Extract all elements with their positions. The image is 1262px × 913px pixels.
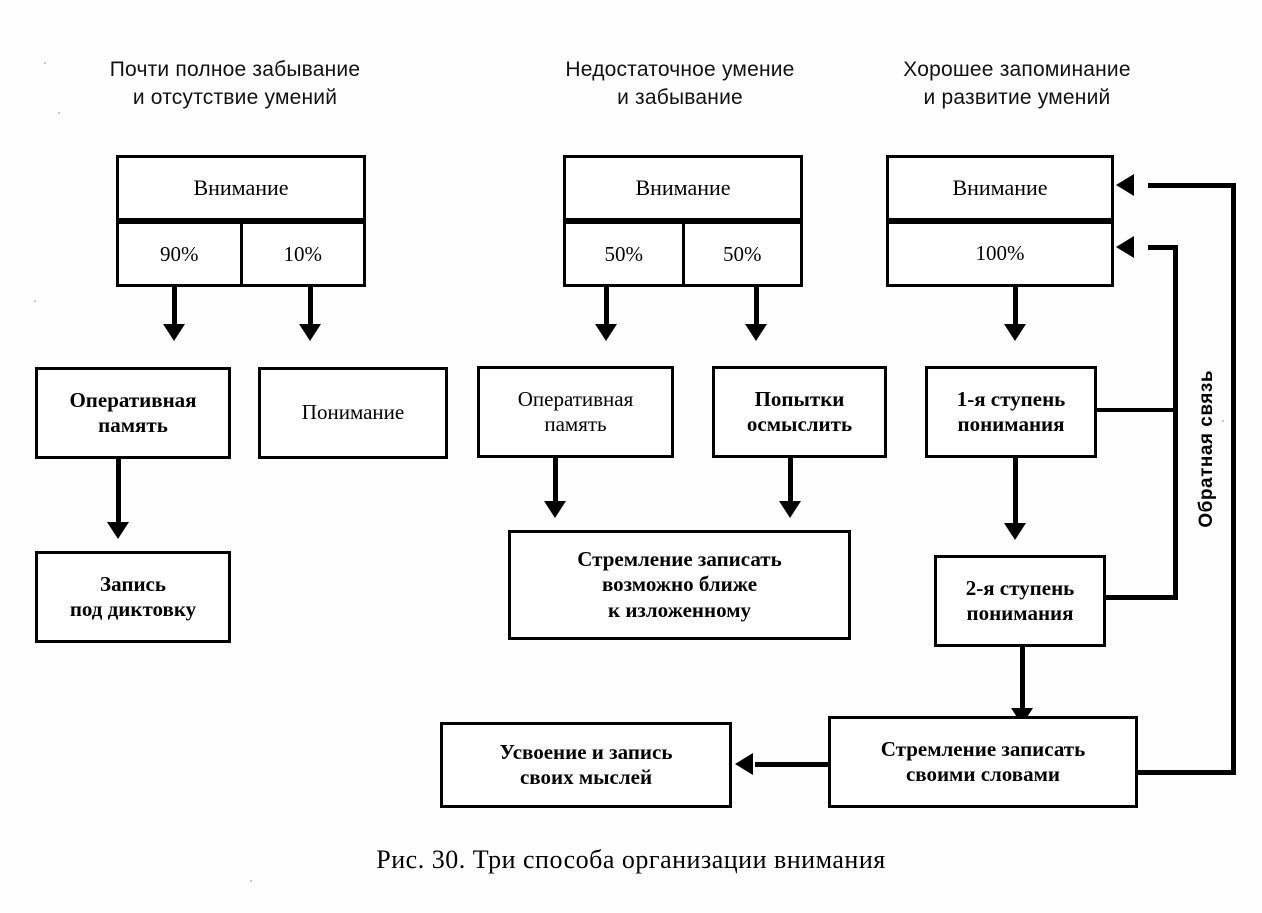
col2-arrow-attempts-head xyxy=(779,501,801,518)
column-title-1-line2: и отсутствие умений xyxy=(132,86,338,110)
feedback-inner-vertical xyxy=(1173,245,1178,600)
col2-attempts-line2: осмыслить xyxy=(746,412,853,436)
feedback-outer-horizontal-bottom xyxy=(1138,770,1236,775)
col1-dictation-line1: Запись xyxy=(100,571,166,596)
feedback-outer-vertical xyxy=(1231,183,1236,775)
col3-arrow-attention-stem xyxy=(1013,287,1018,329)
col3-own-words-line2: своими словами xyxy=(905,762,1061,786)
col3-arrow-step1-head xyxy=(1004,523,1026,540)
col2-attention-label: Внимание xyxy=(635,174,731,200)
col1-attention-box xyxy=(116,155,366,221)
column-title-3-line2: и развитие умений xyxy=(923,86,1111,110)
col2-arrow-memory-head xyxy=(544,501,566,518)
col3-step2-line1: 2-я ступень xyxy=(965,575,1075,600)
col2-attempts-box xyxy=(712,366,887,458)
col2-arrow-right-stem xyxy=(754,287,759,329)
paper-speck xyxy=(250,880,252,882)
col1-understanding-box xyxy=(258,367,448,459)
paper-speck xyxy=(34,300,36,302)
column-title-1 xyxy=(70,56,400,113)
col2-arrow-left-head xyxy=(595,324,617,341)
col3-step1-line2: понимания xyxy=(957,412,1065,436)
col3-attention-box xyxy=(886,155,1114,221)
col1-operative-memory-line1: Оперативная xyxy=(69,387,197,412)
column-title-3-line1: Хорошее запоминание xyxy=(903,58,1131,81)
figure-caption: Рис. 30. Три способа организации внимания xyxy=(376,845,886,874)
col1-arrow-memory-head xyxy=(107,522,129,539)
col3-arrow-step1-stem xyxy=(1013,458,1018,530)
col1-percent-left: 90% xyxy=(160,241,199,266)
col1-attention-label: Внимание xyxy=(193,174,289,200)
col2-write-close-line1: Стремление записать xyxy=(577,547,782,572)
col2-write-close-line3: к изложенному xyxy=(607,597,752,622)
col1-arrow-left-stem xyxy=(172,287,177,329)
result-line2: своих мыслей xyxy=(519,765,653,789)
col2-operative-memory-line1: Оперативная xyxy=(517,386,634,411)
col2-attention-box xyxy=(563,155,803,221)
col1-operative-memory-box xyxy=(35,367,231,459)
col3-step2-box xyxy=(934,555,1106,647)
col3-percent-box xyxy=(886,221,1114,287)
col2-operative-memory-line2: память xyxy=(544,412,607,436)
paper-speck xyxy=(58,112,60,114)
col3-percent-label: 100% xyxy=(975,241,1025,266)
col1-percent-right: 10% xyxy=(240,224,364,284)
col1-operative-memory-line2: память xyxy=(98,413,168,437)
col3-own-words-line1: Стремление записать xyxy=(880,736,1086,761)
feedback-outer-arrow-head xyxy=(1116,174,1134,196)
column-title-2-line1: Недостаточное умение xyxy=(565,58,795,81)
feedback-inner-horizontal-top xyxy=(1148,245,1178,250)
col2-percent-right: 50% xyxy=(682,224,801,284)
col1-percent-row xyxy=(116,221,366,287)
result-box xyxy=(440,722,732,808)
feedback-step1-stub xyxy=(1097,408,1173,412)
col1-arrow-right-head xyxy=(299,324,321,341)
feedback-outer-horizontal-top xyxy=(1148,183,1236,188)
paper-speck xyxy=(1222,420,1224,422)
paper-speck xyxy=(44,62,46,64)
result-arrow-stem xyxy=(755,762,828,767)
feedback-label: Обратная связь xyxy=(1196,370,1217,528)
feedback-inner-arrow-head xyxy=(1116,236,1134,258)
col3-step1-line1: 1-я ступень xyxy=(956,386,1066,411)
col1-dictation-line2: под диктовку xyxy=(69,597,197,621)
col3-attention-label: Внимание xyxy=(952,174,1048,200)
column-title-2-line2: и забывание xyxy=(617,86,743,110)
column-title-1-line1: Почти полное забывание xyxy=(109,58,361,81)
col2-operative-memory-box xyxy=(477,366,674,458)
col2-percent-row xyxy=(563,221,803,287)
col1-arrow-memory-stem xyxy=(116,459,121,529)
col1-arrow-left-head xyxy=(163,324,185,341)
col1-dictation-box xyxy=(35,551,231,643)
result-line1: Усвоение и запись xyxy=(499,739,673,764)
column-title-2 xyxy=(520,56,840,113)
col3-own-words-box xyxy=(828,716,1138,808)
col3-arrow-step2-stem xyxy=(1020,647,1025,715)
col3-arrow-attention-head xyxy=(1004,324,1026,341)
col2-percent-left: 50% xyxy=(604,241,643,266)
col2-arrow-right-head xyxy=(745,324,767,341)
col2-attempts-line1: Попытки xyxy=(754,386,845,411)
column-title-3 xyxy=(862,56,1172,113)
col2-arrow-left-stem xyxy=(604,287,609,329)
col1-understanding-label: Понимание xyxy=(301,400,405,425)
result-arrow-head xyxy=(735,753,753,775)
col3-step1-box xyxy=(925,366,1097,458)
feedback-inner-horizontal-bottom xyxy=(1106,595,1178,600)
col2-write-close-box xyxy=(508,530,851,640)
col1-arrow-right-stem xyxy=(308,287,313,329)
col2-write-close-line2: возможно ближе xyxy=(601,572,758,597)
col3-step2-line2: понимания xyxy=(966,601,1074,625)
